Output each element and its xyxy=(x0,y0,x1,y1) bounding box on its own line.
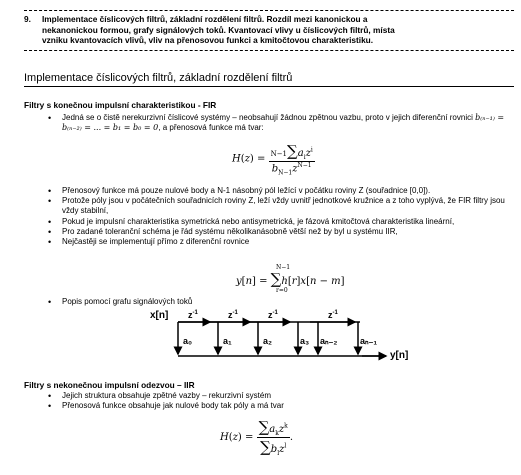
section-title-underline xyxy=(24,86,514,87)
delay-label-4: $z^{-1}$ xyxy=(328,310,338,320)
heading-line-2: nekanonickou formou, grafy signálových toků. Kvantovací vlivy u číslicových filtrů, místa xyxy=(42,24,395,35)
list-item: • Nejčastěji se implementují přímo z diferenční rovnice xyxy=(46,237,512,247)
fir-subheading: Filtry s konečnou impulsní charakteristikou - FIR xyxy=(24,100,217,110)
heading-line-1: Implementace číslicových filtrů, základní rozdělení filtrů. Rozdíl mezi kanonickou a xyxy=(42,14,368,24)
iir-bullets xyxy=(46,391,512,411)
coef-label-aN-1: aₙ₋₁ xyxy=(360,336,378,346)
question-heading xyxy=(24,14,514,46)
delay-label-3: $z^{-1}$ xyxy=(268,310,278,320)
fir-bullets-2 xyxy=(46,186,512,247)
list-item: • Jejich struktura obsahuje zpětné vazby – rekurzivní systém xyxy=(46,391,512,401)
coef-label-a3: a₃ xyxy=(300,336,310,346)
iir-transfer-function: H(z) = $\frac{\sum a_kz^k}{\sum b_lz^l}$ . xyxy=(220,418,293,457)
top-dashed-rule xyxy=(24,10,514,11)
question-number: 9. xyxy=(24,14,31,24)
fir-transfer-function: H(z) = $\frac{N-1\sum a_iz^i}{b_{N-1}z^{N-1}}$ xyxy=(232,142,313,177)
list-item xyxy=(46,113,512,133)
iir-subheading: Filtry s nekonečnou impulsní odezvou – IIR xyxy=(24,380,195,390)
list-item: • Přenosová funkce obsahuje jak nulové body tak póly a má tvar xyxy=(46,401,512,411)
delay-label-2: $z^{-1}$ xyxy=(228,310,238,320)
list-item: • Pro zadané toleranční schéma je řád systému několikanásobně větší než by byl u systému IIR, xyxy=(46,227,512,237)
delay-label-1: $z^{-1}$ xyxy=(188,310,198,320)
coef-label-a2: a₂ xyxy=(263,336,273,346)
section-title: Implementace číslicových filtrů, základní rozdělení filtrů xyxy=(24,72,293,84)
heading-bottom-dashed-rule xyxy=(24,50,514,51)
output-label: y[n] xyxy=(390,350,409,361)
signal-flow-graph xyxy=(150,308,420,368)
list-item: • Pokud je impulsní charakteristika symetrická nebo antisymetrická, je fázová kmitočtová charakteristika lineární, xyxy=(46,217,512,227)
heading-line-3: vzniku kvantovacích vlivů, vliv na přenosovou funkci a kmitočtovou charakteristiku. xyxy=(42,35,374,45)
list-item: • Přenosový funkce má pouze nulové body a N-1 násobný pól ležící v počátku roviny Z (souřadnice [0,0]). xyxy=(46,186,512,196)
list-item: • Protože póly jsou v počátečních souřadnicích roviny Z, leží vždy uvnitř jednotkové kružnice a z toho vyplývá, že FIR filtry jsou vždy stabilní, xyxy=(46,196,512,216)
fir-difference-equation: y[n] = ∑h[r]x[n − m] N−1 r=0 xyxy=(236,264,345,294)
fir-bullets-1 xyxy=(46,113,512,133)
fir-bullet-1-tail: , a přenosová funkce má tvar: xyxy=(158,123,264,133)
list-item: • Popis pomocí grafu signálových toků xyxy=(46,297,512,307)
coef-label-a1: a₁ xyxy=(223,336,232,346)
coef-label-a0: a₀ xyxy=(183,336,193,346)
fir-bullet-1-equation: b₍ₙ₋₁₎ = b₍ₙ₋₂₎ = ... = b₁ = b₀ = 0 xyxy=(62,113,505,133)
coef-label-aN-2: aₙ₋₂ xyxy=(320,336,338,346)
input-label: x[n] xyxy=(150,310,169,321)
fir-bullets-3 xyxy=(46,297,512,307)
fir-bullet-1-text: Jedná se o čistě nerekurzivní číslicové systémy – neobsahují žádnou zpětnou vazbu, proto v jejich diferenční rovnici xyxy=(62,113,473,122)
